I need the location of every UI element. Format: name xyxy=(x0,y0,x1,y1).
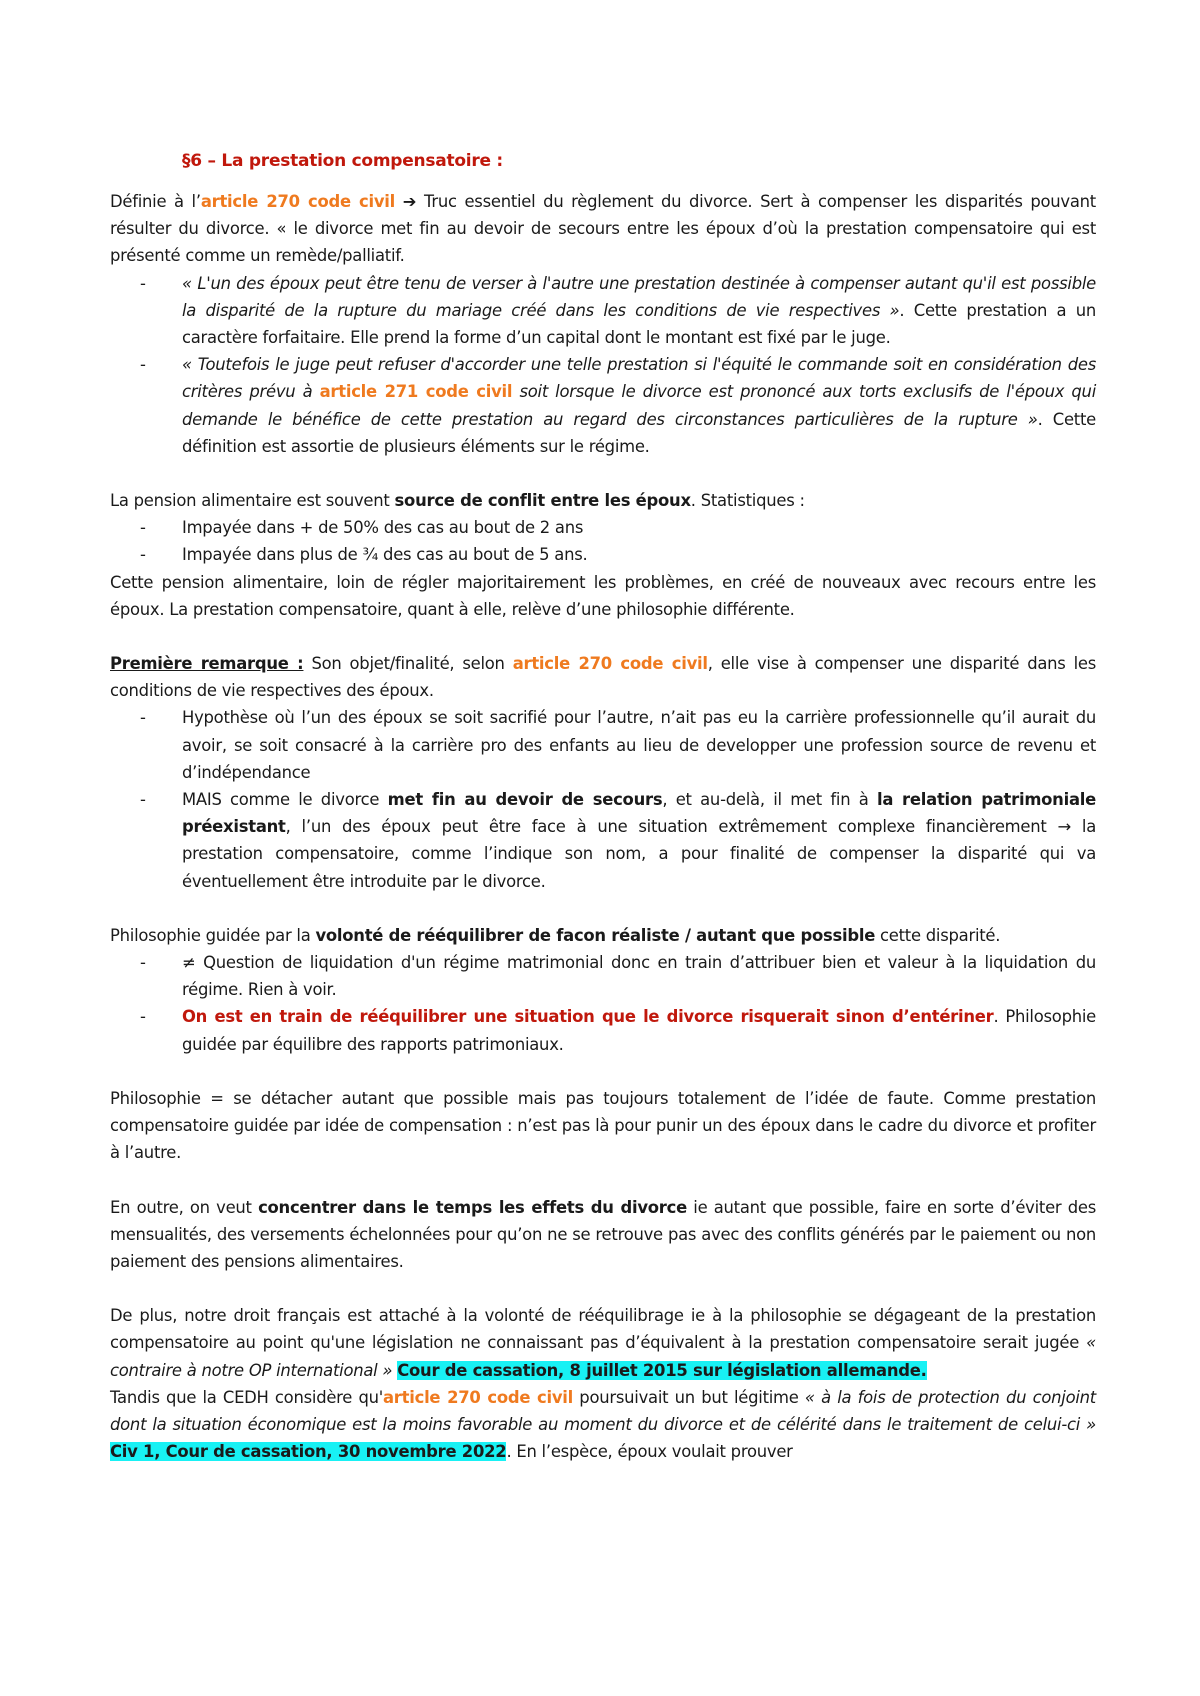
text-run: Son objet/finalité, selon xyxy=(303,654,513,674)
text-run: ie autant que possible, faire en sorte d’éviter des mensualités, des versements échelonnées pour qu’on ne se retrouve pas avec des conflits générés par le paiement ou non paiement des pensions alimentaires. xyxy=(110,1197,1096,1271)
case-reference: Cour de cassation, 8 juillet 2015 sur législation allemande. xyxy=(397,1360,927,1380)
bold-text: la relation patrimoniale préexistant xyxy=(182,790,1096,837)
text-run: MAIS comme le divorce xyxy=(182,790,388,810)
quote-text: « contraire à notre OP international » xyxy=(110,1333,1096,1380)
definition-list xyxy=(110,270,1096,460)
paragraph-pension-consequence: Cette pension alimentaire, loin de régler majoritairement les problèmes, en créé de nouveaux avec recours entre les époux. La prestation compensatoire, quant à elle, relève d’une philosophie différente. xyxy=(110,572,1096,619)
quote-text: soit lorsque le divorce est prononcé aux torts exclusifs de l'époux qui demande le bénéfice de cette prestation au regard des circonstances particulières de la rupture » xyxy=(182,382,1097,429)
text-run: . Philosophie guidée par équilibre des rapports patrimoniaux. xyxy=(182,1007,1096,1054)
remark-list xyxy=(110,704,1096,894)
statistics-list xyxy=(110,514,1096,568)
list-item: - Impayée dans plus de ¾ des cas au bout de 5 ans. xyxy=(110,541,1096,568)
paragraph-cedh xyxy=(110,1384,1096,1466)
paragraph-pension xyxy=(110,487,1096,514)
bold-text: source de conflit entre les époux xyxy=(394,491,691,511)
text-run: , l’un des époux peut être face à une situation extrêmement complexe financièrement → la prestation compensatoire, comme l’indique son nom, a pour finalité de compenser la disparité qui va éventuellement être introduite par le divorce. xyxy=(182,817,1096,891)
arrow-icon: ➔ xyxy=(402,192,417,211)
text-run: . Cette définition est assortie de plusieurs éléments sur le régime. xyxy=(182,409,1096,456)
text-run: poursuivait un but légitime xyxy=(573,1387,805,1407)
bold-text: concentrer dans le temps les effets du divorce xyxy=(258,1197,687,1217)
case-reference: Civ 1, Cour de cassation, 30 novembre 2022 xyxy=(110,1442,507,1462)
text-run: Truc essentiel du règlement du divorce. Sert à compenser les disparités pouvant résulter du divorce. « le divorce met fin au devoir de secours entre les époux d’où la prestation compensatoire qui est présenté comme un remède/palliatif. xyxy=(110,192,1096,266)
text-run: . Statistiques : xyxy=(690,491,805,511)
paragraph-french-law xyxy=(110,1302,1096,1384)
list-item: - Impayée dans + de 50% des cas au bout de 2 ans xyxy=(110,514,1096,541)
text-run: Définie à l’ xyxy=(110,192,201,211)
remark-label: Première remarque : xyxy=(110,654,304,674)
list-item xyxy=(110,786,1096,895)
list-item: - ≠ Question de liquidation d'un régime matrimonial donc en train d’attribuer bien et valeur à la liquidation du régime. Rien à voir. xyxy=(110,949,1096,1003)
list-item xyxy=(110,1003,1096,1057)
paragraph-philosophy xyxy=(110,922,1096,949)
list-item: - Hypothèse où l’un des époux se soit sacrifié pour l’autre, n’ait pas eu la carrière professionnelle qu’il aurait du avoir, se soit consacré à la carrière pro des enfants au lieu de developper une profession source de revenu et d’indépendance xyxy=(110,704,1096,786)
text-run: En outre, on veut xyxy=(110,1197,259,1217)
bold-text: met fin au devoir de secours xyxy=(387,790,663,810)
red-bold-text: On est en train de rééquilibrer une situation que le divorce risquerait sinon d’entériner xyxy=(182,1007,994,1027)
text-run: cette disparité. xyxy=(875,925,1001,945)
paragraph-time-effects xyxy=(110,1194,1096,1276)
text-run: De plus, notre droit français est attaché à la volonté de rééquilibrage ie à la philosophie se dégageant de la prestation compensatoire au point qu'une législation ne connaissant pas d’équivalent à la prestation compensatoire serait jugée xyxy=(110,1306,1096,1353)
text-run: Philosophie guidée par la xyxy=(110,925,316,945)
quote-text: « à la fois de protection du conjoint dont la situation économique est la moins favorable au moment du divorce et de célérité dans le traitement de celui-ci » xyxy=(110,1387,1096,1434)
text-run: La pension alimentaire est souvent xyxy=(110,491,395,511)
list-item xyxy=(110,270,1096,352)
quote-text: « L'un des époux peut être tenu de verser à l'autre une prestation destinée à compenser autant qu'il est possible la disparité de la rupture du mariage créé dans les conditions de vie respectives » xyxy=(182,273,1096,320)
bold-text: volonté de rééquilibrer de facon réaliste / autant que possible xyxy=(315,925,876,945)
article-reference: article 270 code civil xyxy=(383,1387,573,1407)
paragraph-first-remark xyxy=(110,650,1096,704)
quote-text: « Toutefois le juge peut refuser d'accorder une telle prestation si l'équité le commande soit en considération des critères prévu à xyxy=(182,355,1096,402)
text-run: . Cette prestation a un caractère forfaitaire. Elle prend la forme d’un capital dont le montant est fixé par le juge. xyxy=(182,300,1096,348)
text-run: . En l’espèce, époux voulait prouver xyxy=(506,1442,793,1462)
list-item xyxy=(110,351,1096,460)
article-reference: article 270 code civil xyxy=(200,192,396,211)
paragraph-fault: Philosophie = se détacher autant que possible mais pas toujours totalement de l’idée de faute. Comme prestation compensatoire guidée par idée de compensation : n’est pas là pour punir un des époux dans le cadre du divorce et profiter à l’autre. xyxy=(110,1088,1096,1163)
section-heading: §6 – La prestation compensatoire : xyxy=(182,151,503,171)
philosophy-list xyxy=(110,949,1096,1058)
article-reference: article 270 code civil xyxy=(512,654,708,674)
paragraph-definition xyxy=(110,188,1096,270)
text-run: Tandis que la CEDH considère qu' xyxy=(110,1387,383,1407)
text-run: , elle vise à compenser une disparité dans les conditions de vie respectives des époux. xyxy=(110,654,1096,701)
text-run: , et au-delà, il met fin à xyxy=(662,790,877,810)
article-reference: article 271 code civil xyxy=(319,382,513,402)
